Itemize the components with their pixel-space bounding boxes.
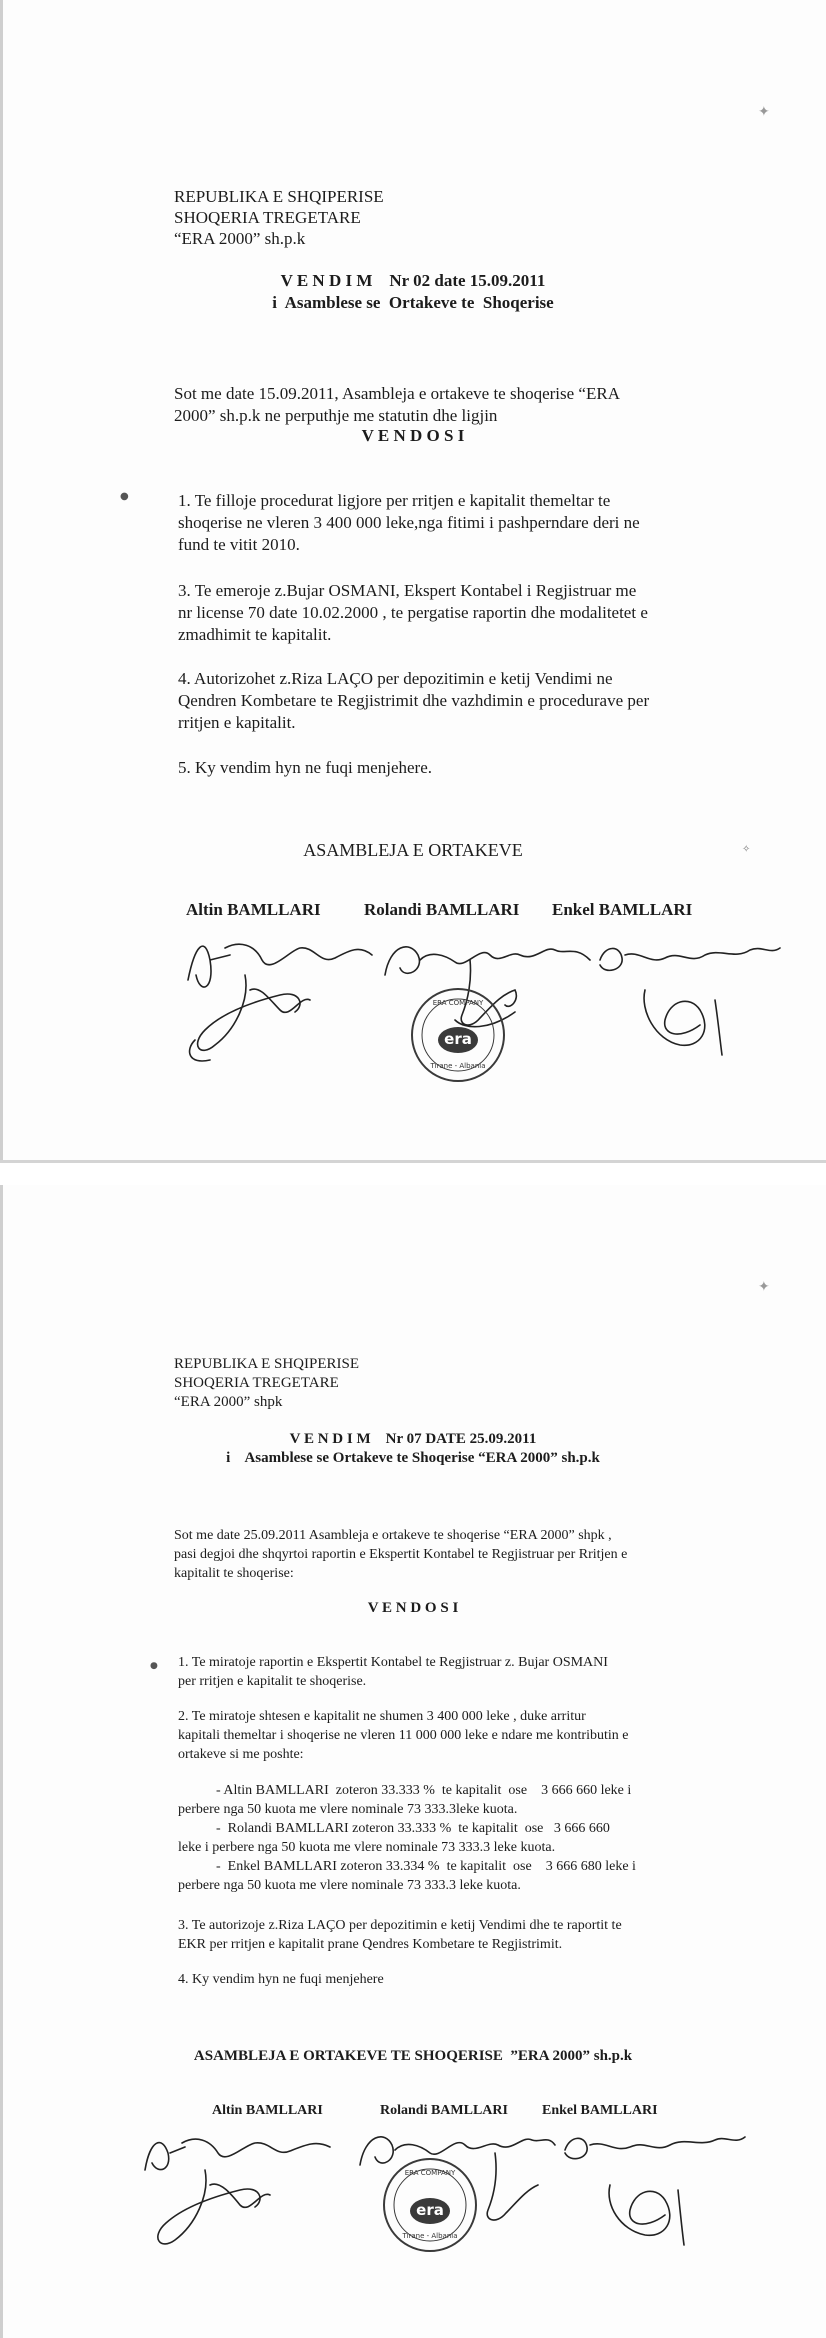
decision-item-5: 5. Ky vendim hyn ne fuqi menjehere. (178, 758, 432, 777)
share-rolandi: - Rolandi BAMLLARI zoteron 33.333 % te kapitalit ose 3 666 660 leke i perbere nga 50 kuota me vlere nominale 73 333.3 leke kuota. (178, 1821, 610, 1855)
vendosi-heading: V E N D O S I (367, 1600, 459, 1616)
signer-name: Enkel BAMLLARI (542, 2103, 658, 2118)
assembly-heading: ASAMBLEJA E ORTAKEVE TE SHOQERISE ”ERA 2000” sh.p.k (193, 2048, 633, 2064)
company-header: REPUBLIKA E SHQIPERISE SHOQERIA TREGETARE “ERA 2000” sh.p.k (174, 187, 384, 248)
scan-speck: ✦ (758, 1279, 770, 1295)
stamp-logo: era (444, 1030, 472, 1048)
scan-dot: ● (150, 1661, 158, 1671)
page-gap (0, 1163, 826, 1185)
document-page-1 (0, 0, 826, 1163)
scan-speck: ✧ (742, 844, 751, 855)
share-altin: - Altin BAMLLARI zoteron 33.333 % te kapitalit ose 3 666 660 leke i perbere nga 50 kuota me vlere nominale 73 333.3leke kuota. (178, 1783, 632, 1817)
share-enkel: - Enkel BAMLLARI zoteron 33.334 % te kapitalit ose 3 666 680 leke i perbere nga 50 kuota me vlere nominale 73 333.3 leke kuota. (178, 1859, 636, 1893)
signer-name: Enkel BAMLLARI (552, 900, 693, 919)
decision-item-1: 1. Te filloje procedurat ligjore per rritjen e kapitalit themeltar te shoqerise ne vleren 3 400 000 leke,nga fitimi i pashperndare deri ne fund te vitit 2010. (178, 491, 640, 554)
signer-name: Altin BAMLLARI (212, 2103, 323, 2118)
vendosi-heading: V E N D O S I (361, 426, 465, 445)
decision-item-4: 4. Ky vendim hyn ne fuqi menjehere (178, 1972, 384, 1987)
signatures-image (0, 1185, 826, 2338)
signer-name: Altin BAMLLARI (186, 900, 321, 919)
decision-item-2: 2. Te miratoje shtesen e kapitalit ne shumen 3 400 000 leke , duke arritur kapitali themeltar i shoqerise ne vleren 11 000 000 leke e ndare me kontributin e ortakeve si me poshte: (178, 1709, 629, 1762)
stamp-logo: era (416, 2201, 444, 2219)
decision-title: V E N D I M Nr 07 DATE 25.09.2011 i Asamblese se Ortakeve te Shoqerise “ERA 2000” sh.p.k (226, 1431, 600, 1466)
assembly-heading: ASAMBLEJA E ORTAKEVE (303, 840, 523, 860)
decision-title: V E N D I M Nr 02 date 15.09.2011 i Asamblese se Ortakeve te Shoqerise (272, 271, 554, 312)
intro-paragraph: Sot me date 25.09.2011 Asambleja e ortakeve te shoqerise “ERA 2000” shpk , pasi degjoi dhe shqyrtoi raportin e Ekspertit Kontabel te Regjistruar per Rritjen e kapitalit te shoqerise: (174, 1528, 628, 1581)
signer-name: Rolandi BAMLLARI (364, 900, 520, 919)
document-page-2 (0, 1185, 826, 2338)
decision-item-3: 3. Te autorizoje z.Riza LAÇO per depozitimin e ketij Vendimi dhe te raportit te EKR per rritjen e kapitalit prane Qendres Kombetare te Regjistrimit. (178, 1918, 622, 1952)
stamp-top-text: ERA COMPANY (404, 2169, 456, 2177)
decision-item-3: 3. Te emeroje z.Bujar OSMANI, Ekspert Kontabel i Regjistruar me nr license 70 date 10.02.2000 , te pergatise raportin dhe modalitetet e zmadhimit te kapitalit. (178, 581, 648, 644)
decision-item-4: 4. Autorizohet z.Riza LAÇO per depozitimin e ketij Vendimi ne Qendren Kombetare te Regjistrimit dhe vazhdimin e procedurave per rritjen e kapitalit. (178, 669, 650, 732)
scan-dot: ● (120, 491, 129, 502)
company-header: REPUBLIKA E SHQIPERISE SHOQERIA TREGETARE “ERA 2000” shpk (174, 1356, 360, 1410)
stamp-top-text: ERA COMPANY (432, 999, 484, 1007)
scan-speck: ✦ (758, 104, 770, 120)
intro-paragraph: Sot me date 15.09.2011, Asambleja e ortakeve te shoqerise “ERA 2000” sh.p.k ne perputhje me statutin dhe ligjin (174, 384, 620, 425)
stamp-bottom-text: Tirane - Albania (402, 2232, 458, 2240)
signatures-image (0, 0, 826, 1163)
signer-name: Rolandi BAMLLARI (380, 2103, 508, 2118)
decision-item-1: 1. Te miratoje raportin e Ekspertit Kontabel te Regjistruar z. Bujar OSMANI per rritjen e kapitalit te shoqerise. (178, 1655, 608, 1689)
stamp-bottom-text: Tirane - Albania (430, 1062, 486, 1070)
